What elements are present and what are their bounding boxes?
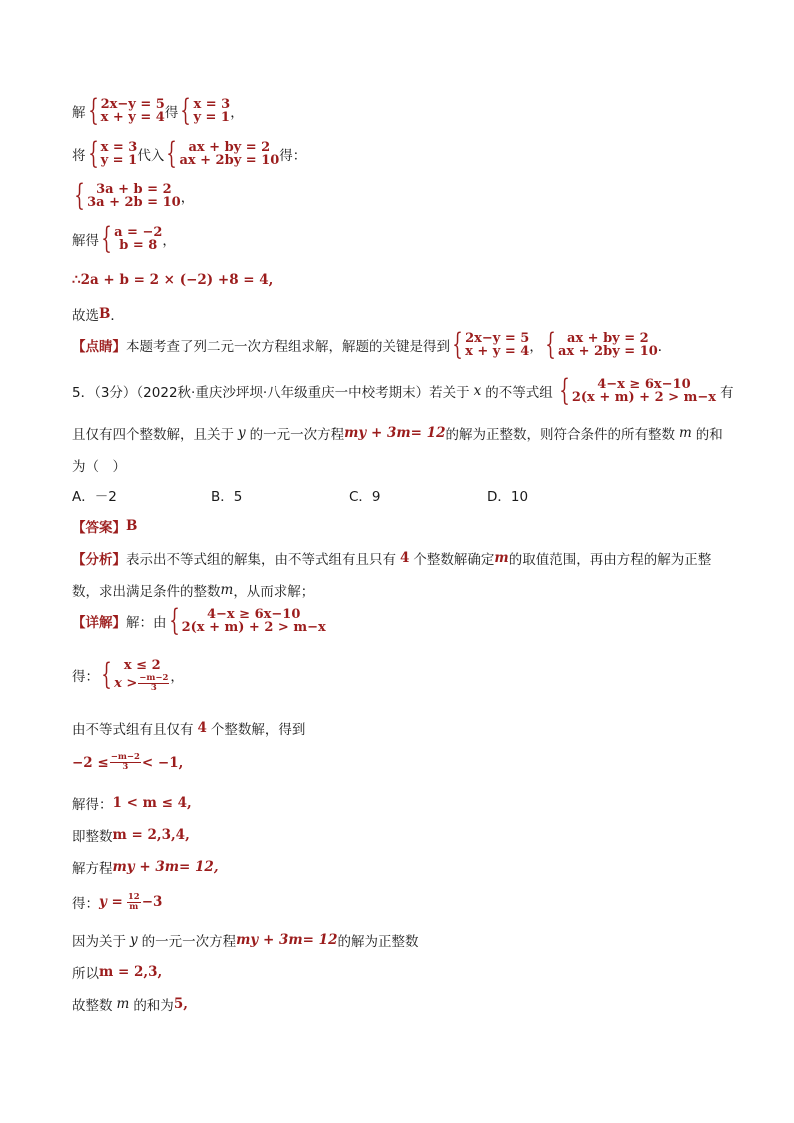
detail-tag: 【详解】	[72, 615, 126, 631]
answer-line	[72, 516, 137, 536]
detail-line-9	[72, 930, 418, 950]
detail-text: 得：	[72, 669, 99, 685]
comment-line	[72, 327, 672, 362]
question-text: 的不等式组	[485, 385, 553, 401]
detail-text: 因为关于	[72, 934, 126, 950]
system-row: 2x−y = 5	[100, 97, 165, 112]
inequality-left: −2 ≤	[72, 754, 109, 771]
question-5-line-3	[72, 455, 126, 475]
option-b: B．5	[211, 489, 243, 505]
analysis-text: 表示出不等式组的解集，由不等式组有且只有	[126, 552, 396, 568]
solution-c: { a = −2 b = 8	[101, 221, 163, 256]
detail-line-10	[72, 962, 162, 982]
analysis-text: ，从而求解；	[233, 584, 315, 600]
question-text: 为（ ）	[72, 459, 126, 475]
question-5-line-1	[72, 373, 734, 408]
detail-text: 由不等式组有且仅有	[72, 722, 194, 738]
detail-line-2	[72, 657, 184, 693]
detail-text: 即整数	[72, 829, 113, 845]
detail-text: 得：	[72, 896, 99, 912]
detail-text: 的和为	[133, 998, 174, 1014]
variable-m: m	[494, 550, 509, 566]
number: 4	[197, 720, 207, 736]
detail-line-3	[72, 718, 305, 738]
system-row: 2(x + m) + 2 > m−x	[181, 620, 326, 635]
system-row: b = 8	[119, 238, 158, 253]
text: ，	[170, 669, 184, 685]
option-a: A．－2	[72, 489, 117, 505]
fraction	[110, 753, 141, 772]
variable-y: y	[238, 425, 246, 441]
detail-line-5	[72, 793, 192, 813]
system-b-copy: { ax + by = 2 ax + 2by = 10	[545, 327, 658, 362]
math-expression: −3	[141, 894, 163, 910]
equation: my + 3m= 12	[236, 932, 338, 948]
comment-tag: 【点睛】	[72, 339, 126, 355]
system-a: { 2x−y = 5 x + y = 4	[87, 93, 165, 128]
detail-text: 故整数	[72, 998, 113, 1014]
question-text: 且仅有四个整数解，且关于	[72, 427, 234, 443]
result-line	[72, 272, 273, 288]
variable-m: m	[678, 425, 692, 441]
system-c: { 3a + b = 2 3a + 2b = 10	[74, 178, 181, 213]
text: 将	[72, 148, 86, 164]
variable-x: x	[473, 383, 482, 399]
denominator: m	[129, 901, 139, 912]
analysis-line-1	[72, 548, 711, 568]
text: 解得	[72, 233, 99, 249]
numerator: 12	[127, 891, 140, 902]
math-expression: 1 < m ≤ 4,	[112, 795, 192, 811]
system-row: x + y = 4	[100, 110, 165, 125]
math-expression: m = 2,3,	[99, 964, 163, 980]
system-b: { ax + by = 2 ax + 2by = 10	[166, 136, 280, 171]
system-row: ax + by = 2	[566, 331, 649, 346]
question-text: 5．（3分）（2022秋·重庆沙坪坝·八年级重庆一中校考期末）若关于	[72, 385, 470, 401]
fraction	[127, 893, 141, 912]
equation: my + 3m= 12	[344, 425, 446, 441]
detail-line-11	[72, 994, 188, 1014]
question-text: 的和	[695, 427, 723, 443]
inequality-system: { 4−x ≥ 6x−10 2(x + m) + 2 > m−x	[559, 373, 716, 408]
numerator: −m−2	[139, 673, 169, 683]
fraction	[138, 674, 169, 693]
system-row: 2x−y = 5	[465, 331, 530, 346]
variable-y: y	[130, 932, 138, 948]
detail-text: 解：由	[126, 615, 167, 631]
inequality-lhs: x >	[114, 676, 138, 691]
system-row: ax + 2by = 10	[179, 153, 280, 168]
math-expression: y =	[99, 894, 123, 910]
detail-text: 个整数解，得到	[210, 722, 306, 738]
system-row: y = 1	[100, 153, 138, 168]
choice-value: B	[99, 306, 111, 322]
variable-m: m	[220, 582, 234, 598]
analysis-tag: 【分析】	[72, 552, 126, 568]
question-5-line-2	[72, 423, 723, 443]
system-row: ax + 2by = 10	[557, 344, 658, 359]
detail-text: 解得：	[72, 797, 113, 813]
analysis-text: 个整数解确定	[413, 552, 495, 568]
system-row: x + y = 4	[465, 344, 530, 359]
system-row: ax + by = 2	[188, 140, 271, 155]
math-expression: m = 2,3,4,	[112, 827, 190, 843]
system-c-line	[72, 178, 195, 213]
choose-line	[72, 304, 124, 324]
math-expression: my + 3m= 12,	[112, 859, 219, 875]
answer-tag: 【答案】	[72, 520, 126, 536]
inequality-solution: { x ≤ 2 x > $\frac{-m-2}{3}$	[101, 657, 169, 693]
comment-text: 本题考查了列二元一次方程组求解，解题的关键是得到	[126, 339, 450, 355]
detail-line-1	[72, 603, 326, 638]
system-row: x = 3	[193, 97, 231, 112]
option-d: D．10	[487, 489, 529, 505]
text: ．	[110, 308, 124, 324]
inequality-right: < −1,	[141, 754, 184, 771]
solve-system-line	[72, 93, 244, 128]
system-row: x = 3	[100, 140, 138, 155]
denominator: 3	[150, 683, 157, 693]
text: 解	[72, 105, 86, 121]
text: 得：	[279, 148, 307, 164]
detail-text: 解方程	[72, 861, 113, 877]
text: ，	[162, 233, 176, 249]
analysis-text: 数，求出满足条件的整数	[72, 584, 221, 600]
text: ，	[230, 105, 244, 121]
detail-line-8	[72, 892, 162, 912]
option-c: C．9	[349, 489, 381, 505]
math-expression: 5,	[173, 996, 188, 1012]
question-text: 的解为正整数，则符合条件的所有整数	[445, 427, 675, 443]
number: 4	[400, 550, 410, 566]
system-row: 4−x ≥ 6x−10	[206, 607, 301, 622]
detail-text: 的一元一次方程	[141, 934, 237, 950]
math-expression: ∴2a + b = 2 × (−2) +8 = 4,	[72, 272, 274, 288]
detail-text: 的解为正整数	[337, 934, 419, 950]
detail-line-6	[72, 825, 190, 845]
system-row: y = 1	[193, 110, 230, 125]
detail-line-4	[72, 753, 183, 772]
text: ，	[529, 339, 543, 355]
system-a-copy: { 2x−y = 5 x + y = 4	[452, 327, 530, 362]
inequality-system-copy: { 4−x ≥ 6x−10 2(x + m) + 2 > m−x	[168, 603, 326, 638]
question-text: 的一元一次方程	[249, 427, 345, 443]
system-row: 4−x ≥ 6x−10	[597, 377, 691, 392]
detail-line-7	[72, 857, 219, 877]
text: 代入	[137, 148, 165, 164]
analysis-line-2	[72, 580, 314, 600]
text: 故选	[72, 308, 99, 324]
text: 得	[164, 105, 179, 121]
solution-a-copy: { x = 3 y = 1	[87, 136, 138, 171]
detail-text: 所以	[72, 966, 99, 982]
system-row	[114, 674, 170, 693]
denominator: 3	[122, 762, 129, 772]
text: ．	[657, 339, 672, 355]
answer-value: B	[126, 518, 138, 534]
text: ，	[180, 190, 195, 206]
question-text: 有	[719, 385, 734, 401]
system-row: 3a + b = 2	[96, 182, 172, 197]
substitute-line	[72, 136, 307, 171]
solution-c-line	[72, 221, 176, 256]
variable-m: m	[116, 996, 130, 1012]
system-row: 3a + 2b = 10	[87, 195, 181, 210]
system-row: 2(x + m) + 2 > m−x	[571, 390, 716, 405]
system-row: x ≤ 2	[123, 658, 161, 673]
analysis-text: 的取值范围，再由方程的解为正整	[508, 552, 712, 568]
solution-a: { x = 3 y = 1	[180, 93, 231, 128]
numerator: −m−2	[110, 752, 140, 762]
system-row: a = −2	[114, 225, 163, 240]
